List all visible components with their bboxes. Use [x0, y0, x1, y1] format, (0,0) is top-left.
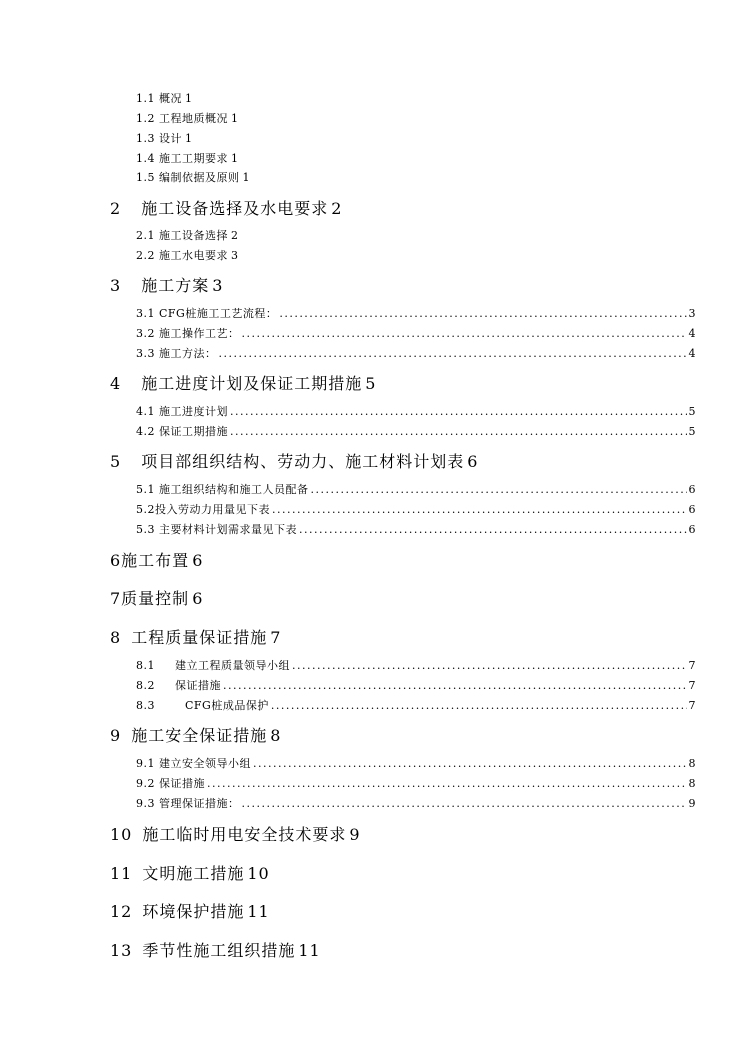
toc-page-number: 3 [231, 249, 239, 262]
toc-page-number: 1 [185, 132, 193, 145]
dot-leader [219, 347, 687, 360]
toc-heading-8[interactable] [110, 625, 281, 648]
toc-entry-text: 9.1 建立安全领导小组 [136, 757, 251, 770]
toc-entry-1-3[interactable] [136, 130, 193, 146]
toc-page-number: 11 [247, 902, 270, 921]
toc-entry-1-2[interactable] [136, 110, 239, 126]
toc-entry-text: 保证措施 [175, 679, 221, 692]
toc-heading-6[interactable] [110, 548, 203, 571]
toc-entry-3-3[interactable] [136, 345, 696, 361]
toc-entry-5-1[interactable] [136, 481, 696, 497]
toc-heading-number: 5 [110, 452, 122, 471]
toc-page-number: 8 [688, 777, 696, 790]
toc-page-number: 6 [688, 483, 696, 496]
toc-heading-title: 文明施工措施 [142, 864, 245, 883]
toc-page-number: 7 [688, 679, 696, 692]
toc-page-number: 2 [231, 229, 239, 242]
toc-page-number: 1 [242, 171, 250, 184]
toc-entry-8-2[interactable] [136, 677, 696, 693]
toc-entry-text: 5.3 主要材料计划需求量见下表 [136, 523, 297, 536]
toc-heading-title: 7质量控制 [110, 589, 190, 608]
toc-entry-text: 3.1 CFG桩施工工艺流程： [136, 307, 278, 320]
toc-entry-text: 2.2 施工水电要求 [136, 249, 228, 262]
toc-page-number: 6 [688, 503, 696, 516]
toc-heading-title: 施工设备选择及水电要求 [141, 199, 329, 218]
toc-entry-number: 8.2 [136, 679, 155, 692]
toc-page-number: 6 [192, 589, 204, 608]
toc-page-number: 4 [688, 347, 696, 360]
toc-heading-title: 施工方案 [141, 276, 210, 295]
toc-heading-11[interactable] [110, 861, 270, 884]
toc-page-number: 6 [688, 523, 696, 536]
toc-entry-2-2[interactable] [136, 247, 239, 263]
toc-heading-3[interactable] [110, 273, 223, 296]
toc-entry-text: CFG桩成品保护 [185, 699, 269, 712]
toc-entry-text: 1.2 工程地质概况 [136, 112, 228, 125]
toc-heading-5[interactable] [110, 449, 478, 472]
toc-page-number: 6 [467, 452, 479, 471]
toc-heading-title: 季节性施工组织措施 [142, 941, 296, 960]
toc-heading-2[interactable] [110, 196, 342, 219]
dot-leader [253, 757, 687, 770]
dot-leader [279, 307, 686, 320]
toc-page-number: 10 [247, 864, 270, 883]
toc-entry-text: 3.2 施工操作工艺： [136, 327, 240, 340]
dot-leader [271, 699, 687, 712]
dot-leader [207, 777, 687, 790]
toc-entry-4-2[interactable] [136, 423, 696, 439]
dot-leader [242, 327, 687, 340]
toc-heading-number: 2 [110, 199, 122, 218]
toc-heading-9[interactable] [110, 723, 281, 746]
toc-entry-text: 9.2 保证措施 [136, 777, 205, 790]
toc-heading-number: 9 [110, 726, 122, 745]
dot-leader [311, 483, 687, 496]
toc-page-number: 9 [688, 797, 696, 810]
toc-page-number: 2 [331, 199, 343, 218]
toc-heading-number: 13 [110, 941, 133, 960]
toc-entry-text: 1.4 施工工期要求 [136, 152, 228, 165]
toc-page-number: 4 [688, 327, 696, 340]
toc-entry-text: 1.3 设计 [136, 132, 182, 145]
toc-page-number: 3 [688, 307, 696, 320]
dot-leader [230, 405, 687, 418]
toc-heading-title: 6施工布置 [110, 551, 190, 570]
toc-entry-5-3[interactable] [136, 521, 696, 537]
toc-entry-8-1[interactable] [136, 657, 696, 673]
toc-heading-number: 3 [110, 276, 122, 295]
toc-heading-7[interactable] [110, 586, 203, 609]
toc-page-number: 6 [192, 551, 204, 570]
toc-entry-text: 2.1 施工设备选择 [136, 229, 228, 242]
toc-entry-9-2[interactable] [136, 775, 696, 791]
toc-page-number: 8 [270, 726, 282, 745]
toc-entry-3-1[interactable] [136, 305, 696, 321]
dot-leader [292, 659, 687, 672]
toc-entry-text: 5.1 施工组织结构和施工人员配备 [136, 483, 309, 496]
toc-entry-text: 1.5 编制依据及原则 [136, 171, 240, 184]
dot-leader [242, 797, 687, 810]
toc-heading-number: 4 [110, 374, 122, 393]
toc-entry-text: 1.1 概况 [136, 92, 182, 105]
toc-entry-text: 4.1 施工进度计划 [136, 405, 228, 418]
dot-leader [272, 503, 687, 516]
toc-page-number: 3 [212, 276, 224, 295]
toc-page-number: 5 [688, 405, 696, 418]
toc-page-number: 8 [688, 757, 696, 770]
toc-page-number: 7 [688, 699, 696, 712]
toc-heading-13[interactable] [110, 938, 321, 961]
toc-page-number: 1 [231, 152, 239, 165]
toc-heading-number: 12 [110, 902, 133, 921]
toc-page-number: 7 [270, 628, 282, 647]
dot-leader [299, 523, 687, 536]
toc-heading-12[interactable] [110, 899, 270, 922]
toc-entry-3-2[interactable] [136, 325, 696, 341]
dot-leader [223, 679, 687, 692]
toc-page-number: 9 [349, 825, 361, 844]
toc-entry-8-3[interactable] [136, 697, 696, 713]
toc-heading-title: 项目部组织结构、劳动力、施工材料计划表 [141, 452, 465, 471]
toc-entry-9-3[interactable] [136, 795, 696, 811]
toc-heading-number: 11 [110, 864, 133, 883]
toc-entry-number: 8.3 [136, 699, 155, 712]
toc-heading-4[interactable] [110, 371, 376, 394]
toc-entry-text: 3.3 施工方法： [136, 347, 217, 360]
toc-heading-number: 8 [110, 628, 122, 647]
toc-heading-title: 施工安全保证措施 [131, 726, 268, 745]
toc-entry-text: 建立工程质量领导小组 [175, 659, 290, 672]
toc-heading-number: 10 [110, 825, 133, 844]
toc-entry-1-1[interactable] [136, 90, 193, 106]
toc-heading-title: 施工进度计划及保证工期措施 [141, 374, 363, 393]
toc-entry-text: 9.3 管理保证措施： [136, 797, 240, 810]
toc-page-number: 7 [688, 659, 696, 672]
toc-entry-5-2[interactable] [136, 501, 696, 517]
toc-heading-title: 工程质量保证措施 [131, 628, 268, 647]
dot-leader [230, 425, 687, 438]
toc-page-number: 5 [688, 425, 696, 438]
toc-entry-2-1[interactable] [136, 227, 239, 243]
toc-entry-9-1[interactable] [136, 755, 696, 771]
toc-heading-10[interactable] [110, 822, 361, 845]
toc-entry-1-5[interactable] [136, 169, 250, 185]
toc-entry-text: 5.2投入劳动力用量见下表 [136, 503, 270, 516]
toc-heading-title: 施工临时用电安全技术要求 [142, 825, 347, 844]
toc-page-number: 5 [365, 374, 377, 393]
toc-heading-title: 环境保护措施 [142, 902, 245, 921]
toc-entry-4-1[interactable] [136, 403, 696, 419]
toc-entry-1-4[interactable] [136, 150, 239, 166]
toc-page-number: 1 [231, 112, 239, 125]
toc-page-number: 11 [298, 941, 321, 960]
toc-entry-number: 8.1 [136, 659, 155, 672]
toc-page-number: 1 [185, 92, 193, 105]
toc-entry-text: 4.2 保证工期措施 [136, 425, 228, 438]
